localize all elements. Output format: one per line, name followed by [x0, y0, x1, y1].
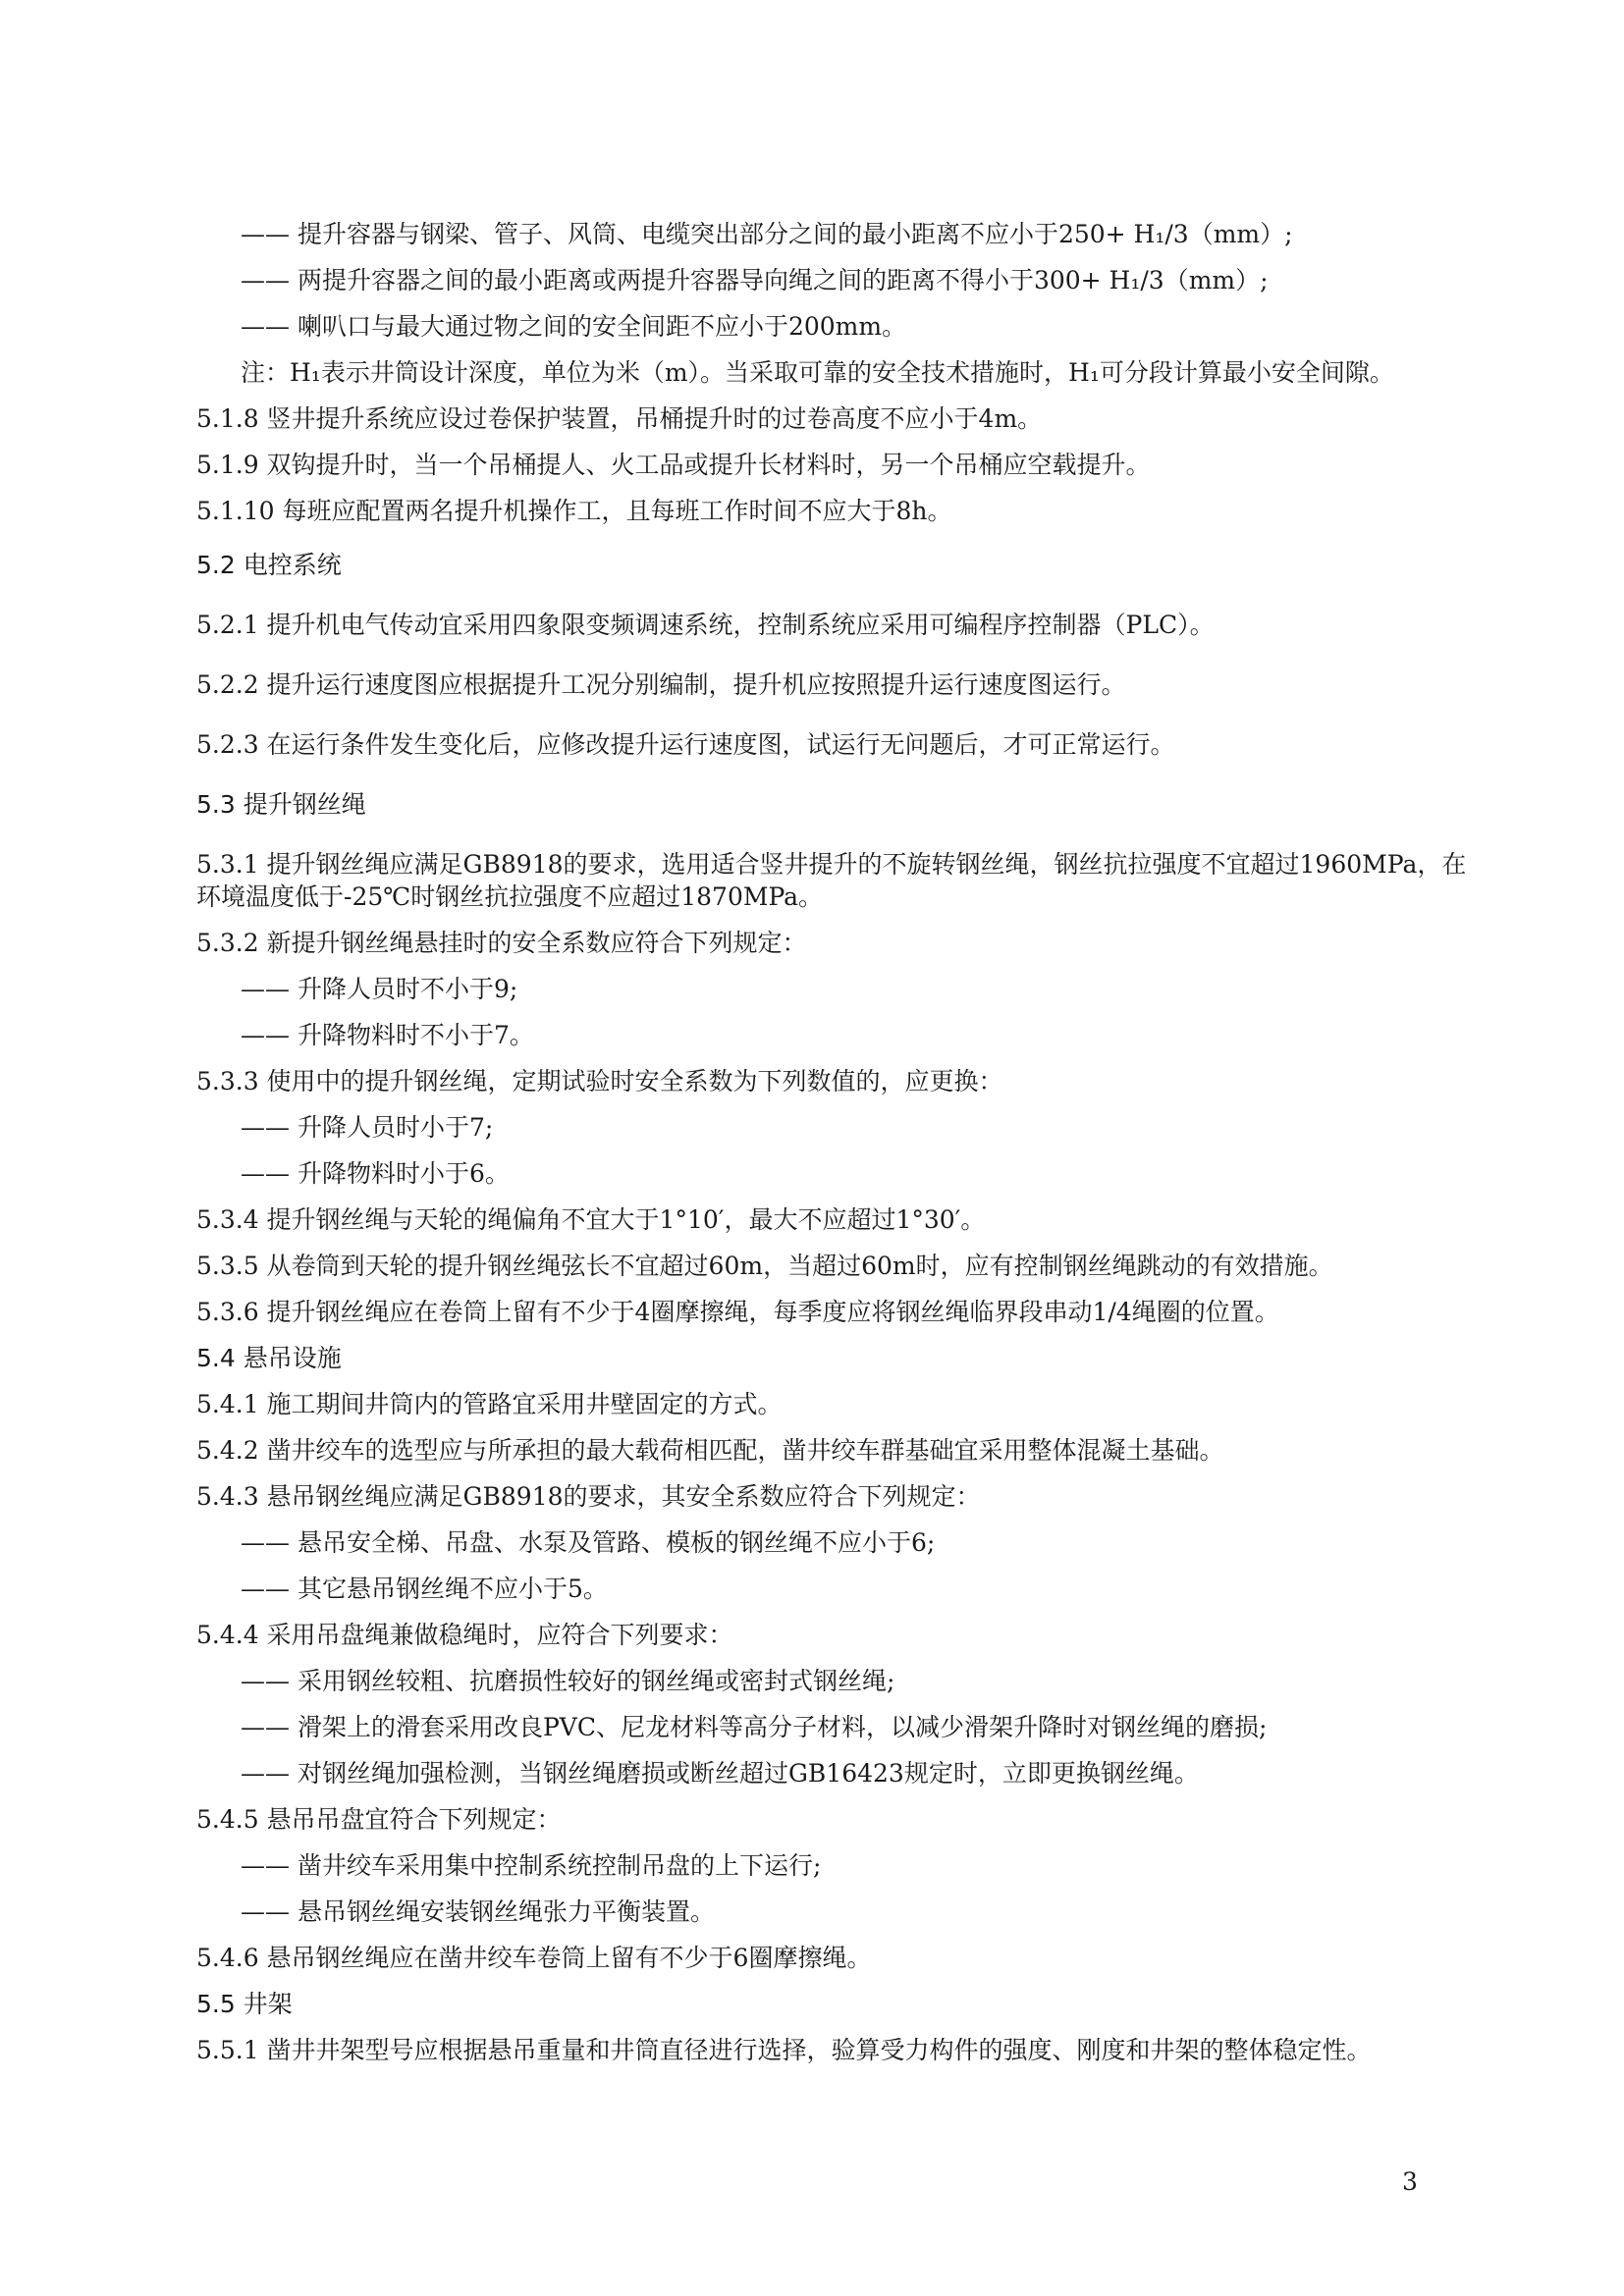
- clause-dash-7: —— 升降物料时小于6。: [241, 1159, 510, 1188]
- clause-5-3-5: 5.3.5 从卷筒到天轮的提升钢丝绳弦长不宜超过60m，当超过60m时，应有控制钢丝绳跳动的有效措施。: [196, 1252, 1333, 1280]
- clause-5-2-2: 5.2.2 提升运行速度图应根据提升工况分别编制，提升机应按照提升运行速度图运行。: [196, 670, 1126, 699]
- clause-5-2-3: 5.2.3 在运行条件发生变化后，应修改提升运行速度图，试运行无问题后，才可正常运行。: [196, 730, 1175, 759]
- clause-dash-6: —— 升降人员时小于7;: [241, 1113, 494, 1142]
- clause-5-3-4: 5.3.4 提升钢丝绳与天轮的绳偏角不宜大于1°10′，最大不应超过1°30′。: [196, 1205, 986, 1234]
- clause-dash-1: —— 提升容器与钢梁、管子、风筒、电缆突出部分之间的最小距离不应小于250+ H₁/3（mm）;: [241, 220, 1293, 248]
- section-heading-5-3: 5.3 提升钢丝绳: [196, 790, 366, 819]
- clause-5-1-10: 5.1.10 每班应配置两名提升机操作工，且每班工作时间不应大于8h。: [196, 497, 952, 525]
- clause-dash-3: —— 喇叭口与最大通过物之间的安全间距不应小于200mm。: [241, 312, 907, 341]
- clause-5-4-3: 5.4.3 悬吊钢丝绳应满足GB8918的要求，其安全系数应符合下列规定：: [196, 1482, 981, 1511]
- clause-5-1-8: 5.1.8 竖井提升系统应设过卷保护装置，吊桶提升时的过卷高度不应小于4m。: [196, 404, 1043, 433]
- clause-dash-2: —— 两提升容器之间的最小距离或两提升容器导向绳之间的距离不得小于300+ H₁/3（mm）;: [241, 266, 1269, 294]
- section-heading-5-4: 5.4 悬吊设施: [196, 1344, 342, 1372]
- clause-dash-14: —— 悬吊钢丝绳安装钢丝绳张力平衡装置。: [241, 1897, 715, 1926]
- clause-5-4-2: 5.4.2 凿井绞车的选型应与所承担的最大载荷相匹配，凿井绞车群基础宜采用整体混凝土基础。: [196, 1436, 1224, 1465]
- clause-5-5-1: 5.5.1 凿井井架型号应根据悬吊重量和井筒直径进行选择，验算受力构件的强度、刚度和井架的整体稳定性。: [196, 2036, 1372, 2064]
- clause-dash-8: —— 悬吊安全梯、吊盘、水泵及管路、模板的钢丝绳不应小于6;: [241, 1528, 936, 1557]
- clause-dash-12: —— 对钢丝绳加强检测，当钢丝绳磨损或断丝超过GB16423规定时，立即更换钢丝绳。: [241, 1759, 1199, 1788]
- clause-5-3-1: 5.3.1 提升钢丝绳应满足GB8918的要求，选用适合竖井提升的不旋转钢丝绳，钢丝抗拉强度不宜超过1960MPa，在环境温度低于-25℃时钢丝抗拉强度不应超过1870MPa。: [196, 850, 1467, 911]
- clause-dash-5: —— 升降物料时不小于7。: [241, 1021, 534, 1049]
- clause-5-3-3: 5.3.3 使用中的提升钢丝绳，定期试验时安全系数为下列数值的，应更换：: [196, 1067, 1003, 1095]
- note-paragraph: 注：H₁表示井筒设计深度，单位为米（m）。当采取可靠的安全技术措施时，H₁可分段计算最小安全间隙。: [241, 358, 1394, 387]
- clause-dash-10: —— 采用钢丝较粗、抗磨损性较好的钢丝绳或密封式钢丝绳;: [241, 1667, 895, 1695]
- clause-5-3-6: 5.3.6 提升钢丝绳应在卷筒上留有不少于4圈摩擦绳，每季度应将钢丝绳临界段串动1/4绳圈的位置。: [196, 1298, 1279, 1326]
- page-number: 3: [1402, 2167, 1418, 2196]
- clause-5-4-5: 5.4.5 悬吊吊盘宜符合下列规定：: [196, 1805, 562, 1834]
- page-content: [196, 218, 1483, 2080]
- clause-dash-13: —— 凿井绞车采用集中控制系统控制吊盘的上下运行;: [241, 1851, 822, 1880]
- clause-5-3-2: 5.3.2 新提升钢丝绳悬挂时的安全系数应符合下列规定：: [196, 929, 807, 957]
- section-heading-5-2: 5.2 电控系统: [196, 551, 342, 579]
- clause-dash-4: —— 升降人员时不小于9;: [241, 975, 518, 1003]
- clause-dash-9: —— 其它悬吊钢丝绳不应小于5。: [241, 1575, 608, 1603]
- clause-5-2-1: 5.2.1 提升机电气传动宜采用四象限变频调速系统，控制系统应采用可编程序控制器（PLC）。: [196, 611, 1215, 639]
- section-heading-5-5: 5.5 井架: [196, 1990, 293, 2018]
- clause-5-4-4: 5.4.4 采用吊盘绳兼做稳绳时，应符合下列要求：: [196, 1621, 733, 1649]
- clause-dash-11: —— 滑架上的滑套采用改良PVC、尼龙材料等高分子材料，以减少滑架升降时对钢丝绳的磨损;: [241, 1713, 1268, 1741]
- clause-5-4-1: 5.4.1 施工期间井筒内的管路宜采用井壁固定的方式。: [196, 1390, 783, 1418]
- clause-5-4-6: 5.4.6 悬吊钢丝绳应在凿井绞车卷筒上留有不少于6圈摩擦绳。: [196, 1944, 872, 1972]
- clause-5-1-9: 5.1.9 双钩提升时，当一个吊桶提人、火工品或提升长材料时，另一个吊桶应空载提升。: [196, 451, 1151, 479]
